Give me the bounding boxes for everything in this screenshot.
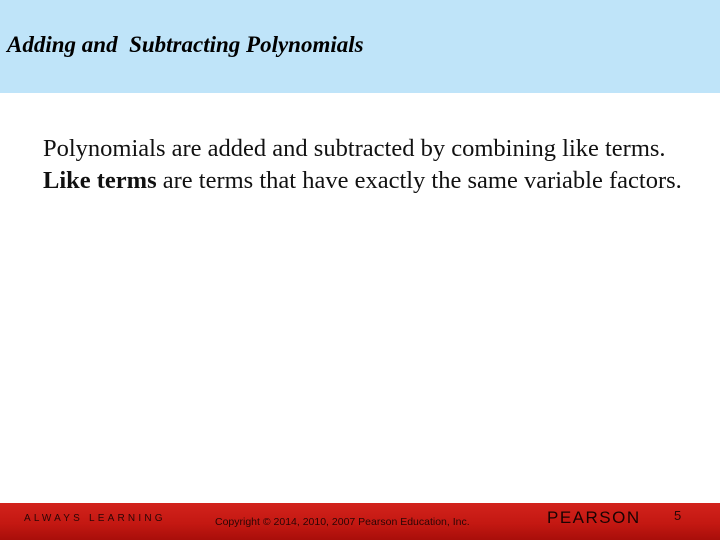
title-bar (0, 0, 720, 93)
footer-bar (0, 503, 720, 540)
pearson-logo: PEARSON (547, 508, 641, 527)
copyright-notice: Copyright © 2014, 2010, 2007 Pearson Education, Inc. (215, 516, 470, 528)
body-text-intro: Polynomials are added and subtracted by combining like terms. (43, 135, 666, 162)
page-number: 5 (674, 508, 682, 523)
body-text-bold-term: Like terms (43, 167, 157, 194)
body-text-definition: are terms that have exactly the same variable factors. (156, 167, 682, 194)
body-paragraph (43, 133, 703, 197)
slide-title: Adding and Subtracting Polynomials (7, 32, 364, 57)
footer-tagline: ALWAYS LEARNING (24, 513, 166, 524)
